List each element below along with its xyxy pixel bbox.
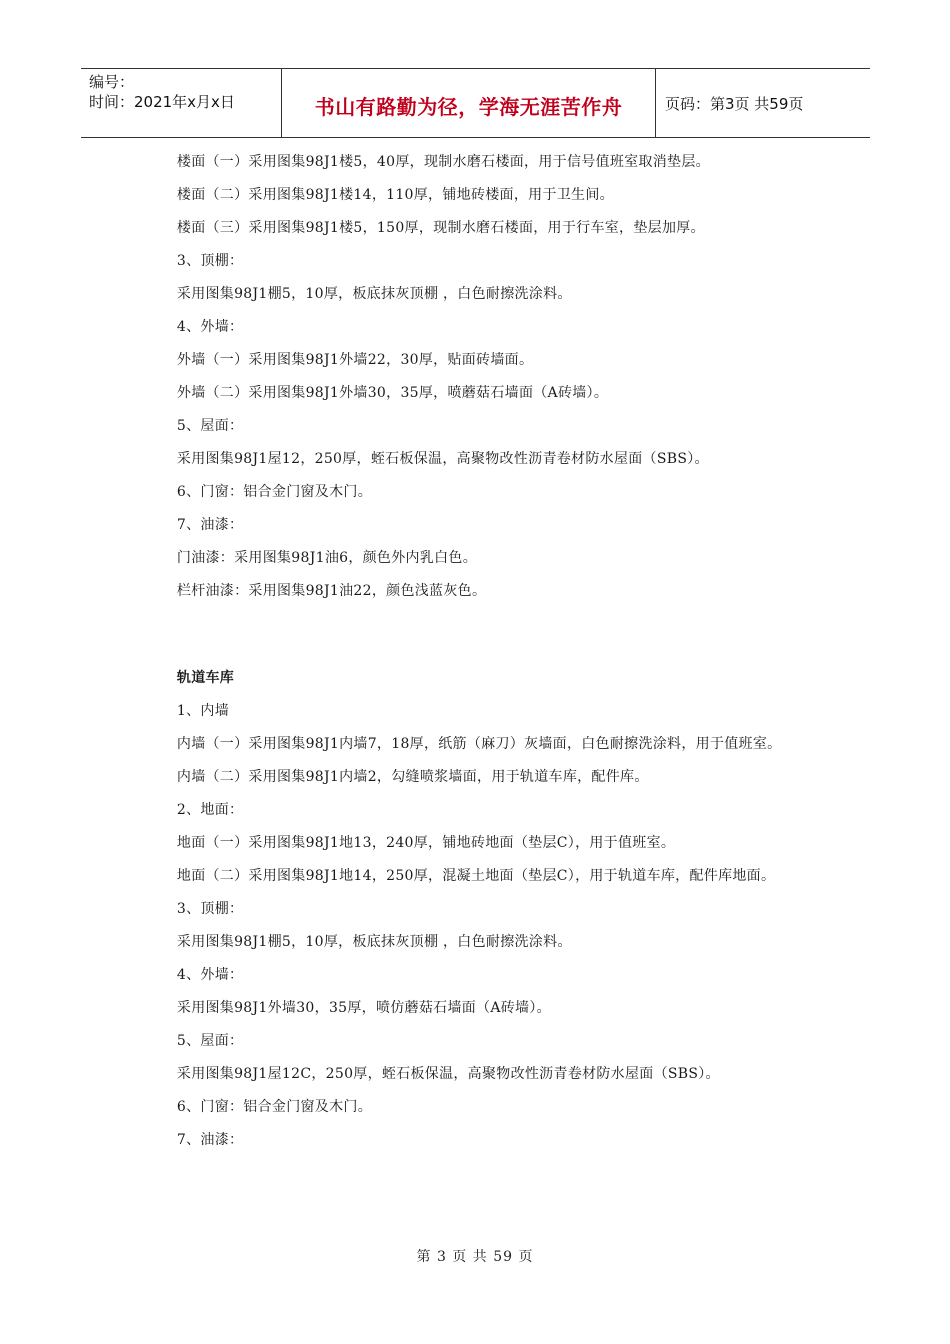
paragraph: 外墙（一）采用图集98J1外墙22，30厚，贴面砖墙面。 — [176, 352, 534, 368]
paragraph: 外墙（二）采用图集98J1外墙30，35厚，喷蘑菇石墙面（A砖墙）。 — [176, 385, 609, 401]
header-motto: 书山有路勤为径，学海无涯苦作舟 — [314, 95, 623, 119]
paragraph: 采用图集98J1屋12C，250厚，蛭石板保温，高聚物改性沥青卷材防水屋面（SBS）。 — [176, 1066, 720, 1082]
document-body — [144, 150, 824, 1161]
paragraph: 3、顶棚： — [176, 253, 244, 269]
paragraph: 1、内墙 — [176, 703, 229, 719]
paragraph: 5、屋面： — [176, 418, 244, 434]
header-page-cell — [655, 69, 870, 137]
paragraph: 内墙（一）采用图集98J1内墙7，18厚，纸筋（麻刀）灰墙面，白色耐擦洗涂料，用于值班室。 — [176, 736, 782, 752]
header-motto-cell — [281, 69, 656, 137]
paragraph: 地面（二）采用图集98J1地14，250厚，混凝土地面（垫层C），用于轨道车库，配件库地面。 — [176, 868, 776, 884]
paragraph: 2、地面： — [176, 802, 244, 818]
paragraph: 4、外墙： — [176, 319, 244, 335]
paragraph: 采用图集98J1外墙30，35厚，喷仿蘑菇石墙面（A砖墙）。 — [176, 1000, 551, 1016]
paragraph: 采用图集98J1棚5，10厚，板底抹灰顶棚 ，白色耐擦洗涂料。 — [176, 286, 572, 302]
paragraph: 门油漆：采用图集98J1油6，颜色外内乳白色。 — [176, 550, 478, 566]
paragraph: 内墙（二）采用图集98J1内墙2，勾缝喷浆墙面，用于轨道车库，配件库。 — [176, 769, 649, 785]
paragraph: 7、油漆： — [176, 517, 244, 533]
paragraph: 7、油漆： — [176, 1132, 244, 1148]
paragraph: 5、屋面： — [176, 1033, 244, 1049]
header-meta-cell — [81, 69, 281, 137]
paragraph: 地面（一）采用图集98J1地13，240厚，铺地砖地面（垫层C），用于值班室。 — [176, 835, 676, 851]
section-heading: 轨道车库 — [176, 670, 235, 686]
paragraph: 楼面（三）采用图集98J1楼5，150厚，现制水磨石楼面，用于行车室，垫层加厚。 — [176, 220, 705, 236]
paragraph: 采用图集98J1棚5，10厚，板底抹灰顶棚 ，白色耐擦洗涂料。 — [176, 934, 572, 950]
paragraph: 楼面（二）采用图集98J1楼14，110厚，铺地砖楼面，用于卫生间。 — [176, 187, 614, 203]
page-footer: 第 3 页 共 59 页 — [416, 1249, 534, 1265]
document-number-label: 编号： — [89, 73, 135, 91]
paragraph: 6、门窗：铝合金门窗及木门。 — [176, 484, 372, 500]
paragraph: 楼面（一）采用图集98J1楼5，40厚，现制水磨石楼面，用于信号值班室取消垫层。 — [176, 154, 710, 170]
page-header — [81, 68, 870, 138]
document-date: 时间：2021年x月x日 — [89, 93, 235, 111]
header-page-info: 页码：第3页 共59页 — [665, 95, 804, 113]
section-gap — [144, 612, 824, 666]
paragraph: 3、顶棚： — [176, 901, 244, 917]
paragraph: 栏杆油漆：采用图集98J1油22，颜色浅蓝灰色。 — [176, 583, 487, 599]
paragraph: 6、门窗：铝合金门窗及木门。 — [176, 1099, 372, 1115]
paragraph: 4、外墙： — [176, 967, 244, 983]
paragraph: 采用图集98J1屋12，250厚，蛭石板保温，高聚物改性沥青卷材防水屋面（SBS）。 — [176, 451, 709, 467]
